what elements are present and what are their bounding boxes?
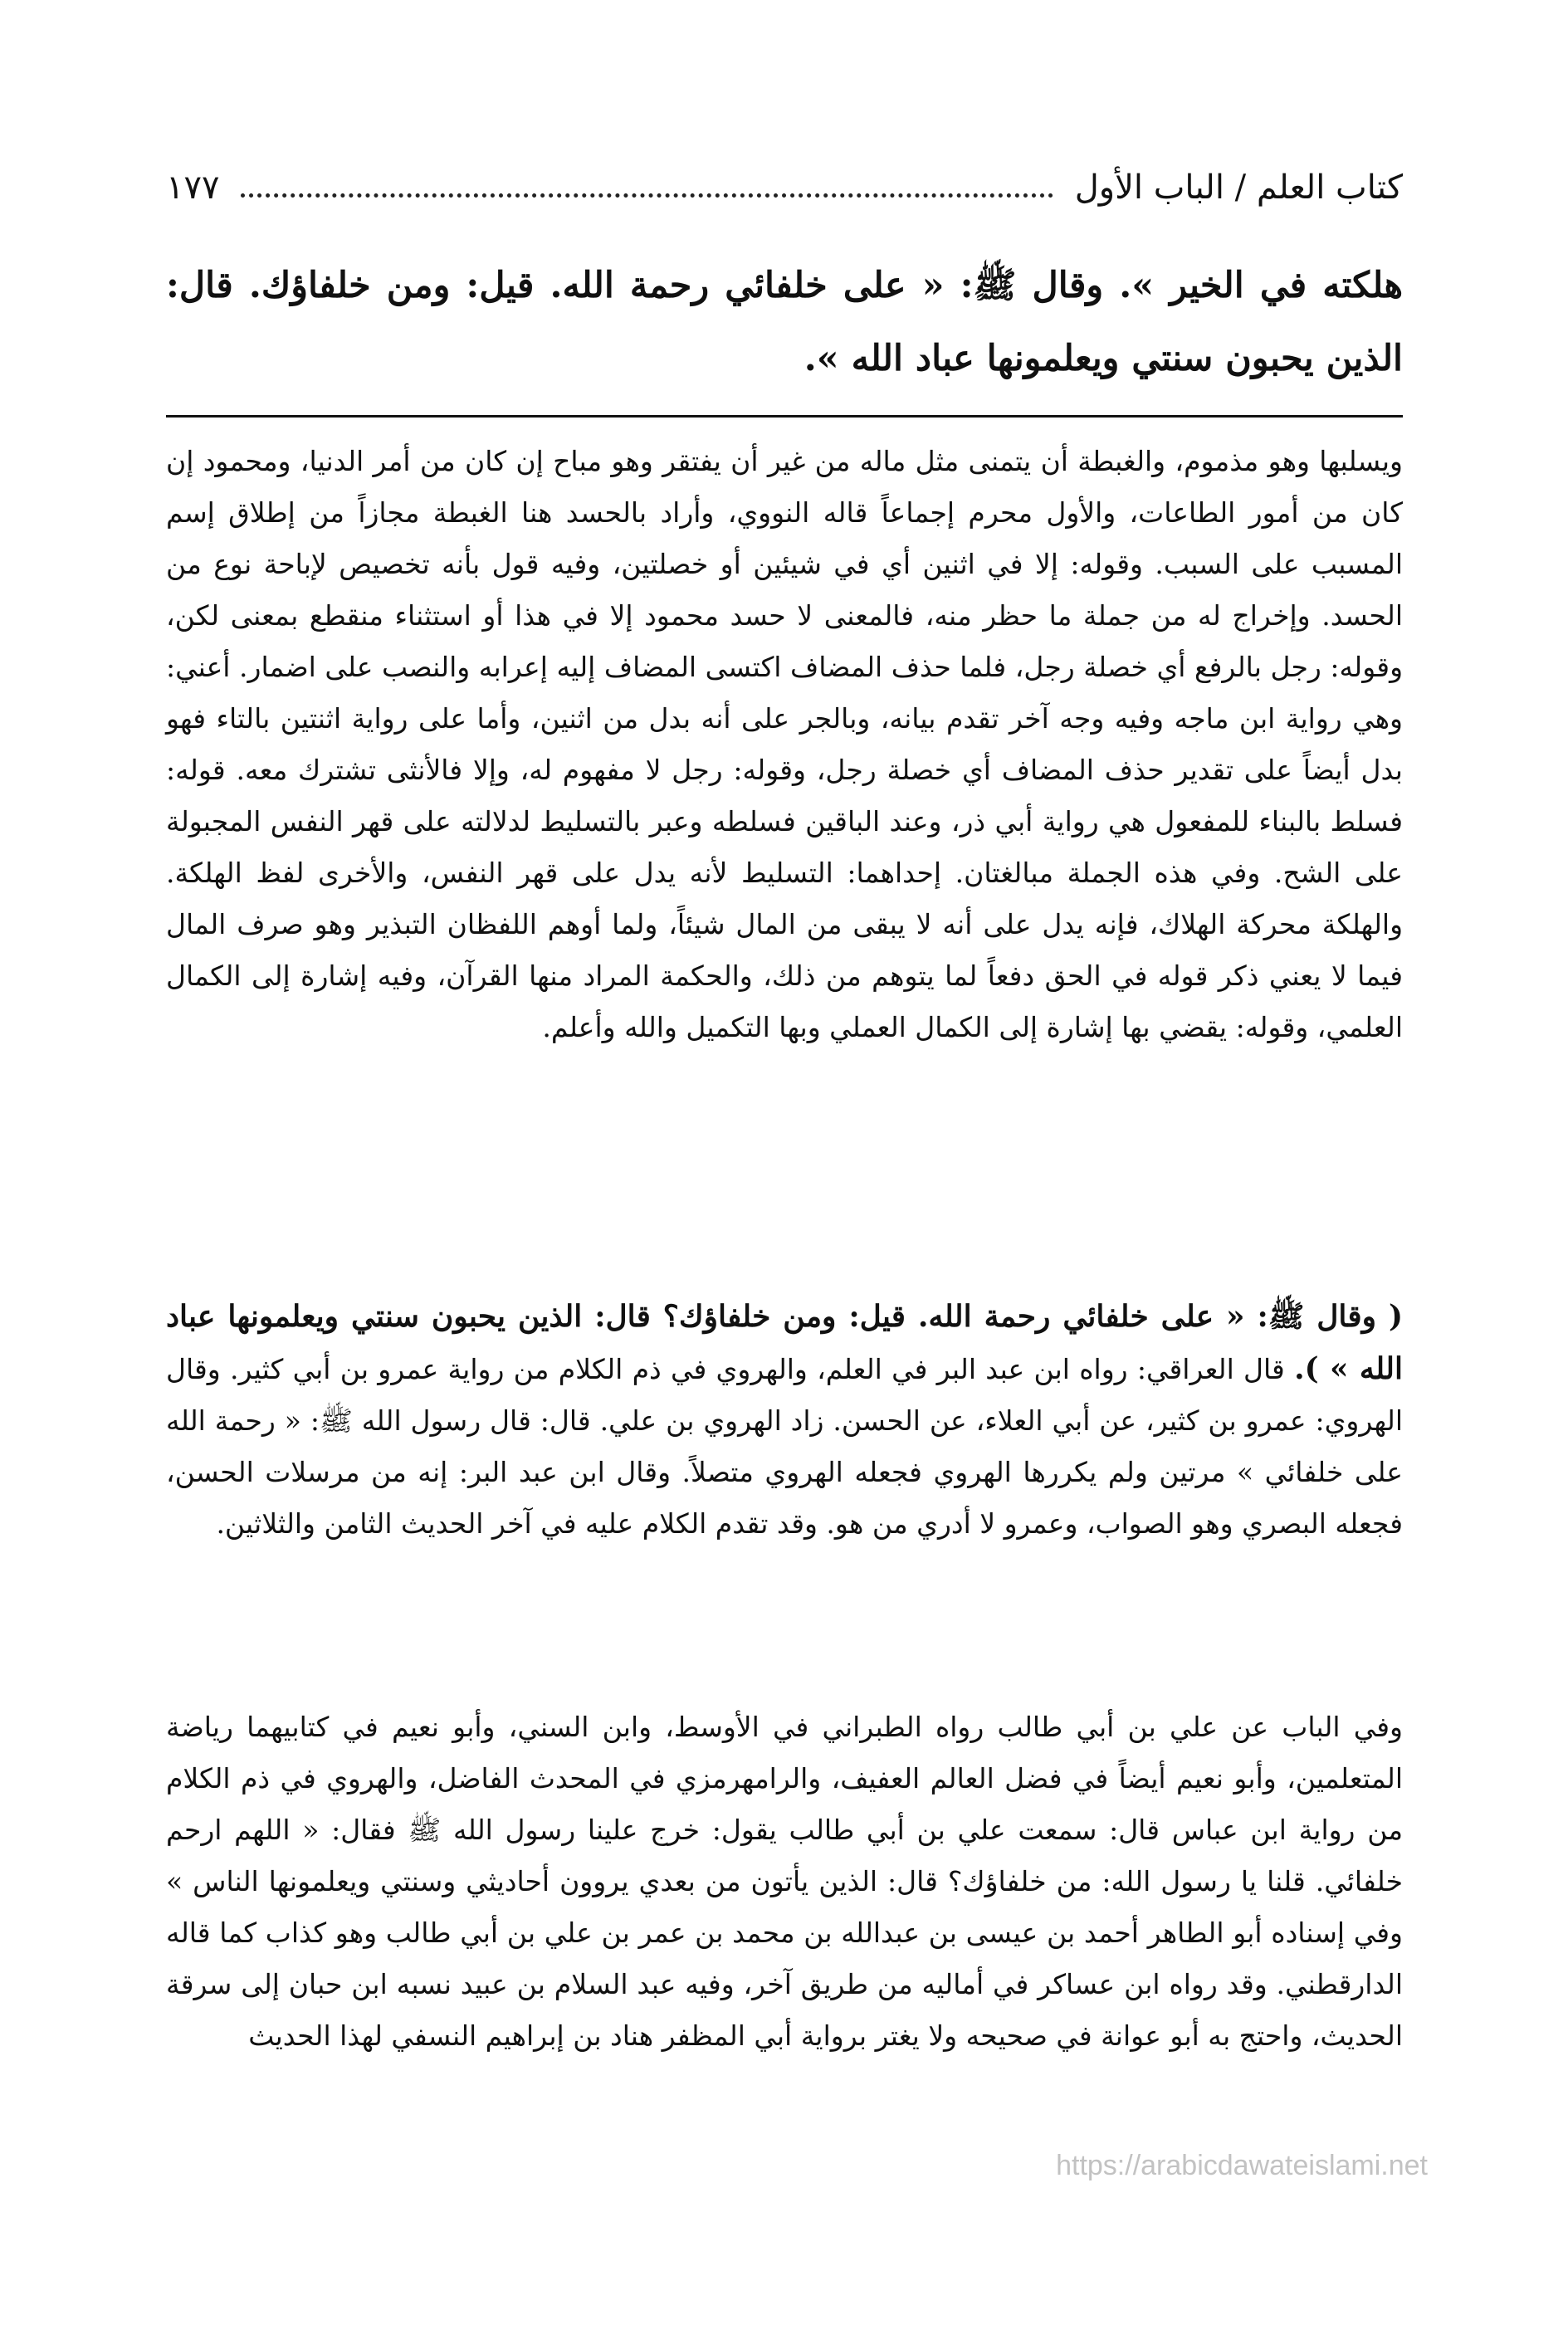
page-number: ١٧٧ — [166, 168, 220, 207]
header-dot-leader — [241, 193, 1053, 198]
running-header — [166, 141, 1403, 208]
divider-rule — [166, 415, 1403, 418]
hadith-quote: ( وقال ﷺ: « على خلفائي رحمة الله. قيل: ومن خلفاؤك؟ قال: الذين يحبون سنتي ويعلمونها عباد الله » ). — [166, 1299, 1404, 1386]
watermark-url: https://arabicdawateislami.net — [1056, 2150, 1428, 2181]
matn-text: هلكته في الخير ». وقال ﷺ: « على خلفائي رحمة الله. قيل: ومن خلفاؤك. قال: الذين يحبون سنتي ويعلمونها عباد الله ». — [166, 265, 1403, 379]
commentary-paragraph-3: وفي الباب عن علي بن أبي طالب رواه الطبراني في الأوسط، وابن السني، وأبو نعيم في كتابيهما رياضة المتعلمين، وأبو نعيم أيضاً في فضل العالم العفيف، والرامهرمزي في المحدث الفاضل، والهروي في ذم الكلام من رواية ابن عباس قال: سمعت علي بن أبي طالب يقول: خرج علينا رسول الله ﷺ فقال: « اللهم ارحم خلفائي. قلنا يا رسول الله: من خلفاؤك؟ قال: الذين يأتون من بعدي يروون أحاديثي وسنتي ويعلمونها الناس » وفي إسناده أبو الطاهر أحمد بن عيسى بن عبدالله بن محمد بن عمر بن علي بن أبي طالب وهو كذاب كما قاله الدارقطني. وقد رواه ابن عساكر في أماليه من طريق آخر، وفيه عبد السلام بن عبيد نسبه ابن حبان إلى سرقة الحديث، واحتج به أبو عوانة في صحيحه ولا يغتر برواية أبي المظفر هناد بن إبراهيم النسفي لهذا الحديث — [166, 1711, 1403, 2052]
commentary-paragraph-2-text: قال العراقي: رواه ابن عبد البر في العلم، والهروي في ذم الكلام من رواية عمرو بن أبي كثير. وقال الهروي: عمرو بن كثير، عن أبي العلاء، عن الحسن. زاد الهروي بن علي. قال: قال رسول الله ﷺ: « رحمة الله على خلفائي » مرتين ولم يكررها الهروي فجعله الهروي متصلاً. وقال ابن عبد البر: إنه من مرسلات الحسن، فجعله البصري وهو الصواب، وعمرو لا أدري من هو. وقد تقدم الكلام عليه في آخر الحديث الثامن والثلاثين. — [166, 1353, 1403, 1540]
commentary-paragraph-1: ويسلبها وهو مذموم، والغبطة أن يتمنى مثل ماله من غير أن يفتقر وهو مباح إن كان من أمر الدنيا، ومحمود إن كان من أمور الطاعات، والأول محرم إجماعاً قاله النووي، وأراد بالحسد هنا الغبطة مجازاً من إطلاق إسم المسبب على السبب. وقوله: إلا في اثنين أي في شيئين أو خصلتين، وفيه قول بأنه تخصيص لإباحة نوع من الحسد. وإخراج له من جملة ما حظر منه، فالمعنى لا حسد محمود إلا في هذا أو استثناء منقطع بمعنى لكن، وقوله: رجل بالرفع أي خصلة رجل، فلما حذف المضاف اكتسى المضاف إليه إعرابه والنصب على اضمار. أعني: وهي رواية ابن ماجه وفيه وجه آخر تقدم بيانه، وبالجر على أنه بدل من اثنين، وأما على رواية اثنتين بالتاء فهو بدل أيضاً على تقدير حذف المضاف أي خصلة رجل، وقوله: رجل لا مفهوم له، وإلا فالأنثى تشترك معه. قوله: فسلط بالبناء للمفعول هي رواية أبي ذر، وعند الباقين فسلطه وعبر بالتسليط لدلالته على قهر النفس المجبولة على الشح. وفي هذه الجملة مبالغتان. إحداهما: التسليط لأنه يدل على قهر النفس، والأخرى لفظ الهلكة. والهلكة محركة الهلاك، فإنه يدل على أنه لا يبقى من المال شيئاً، ولما أوهم اللفظان التبذير وهو صرف المال فيما لا يعني ذكر قوله في الحق دفعاً لما يتوهم من ذلك، والحكمة المراد منها القرآن، وفيه إشارة إلى الكمال العلمي، وقوله: يقضي بها إشارة إلى الكمال العملي وبها التكميل والله وأعلم. — [166, 445, 1403, 1043]
commentary-paragraph-2 — [166, 1291, 1403, 1550]
header-title: كتاب العلم / الباب الأول — [1074, 168, 1403, 207]
